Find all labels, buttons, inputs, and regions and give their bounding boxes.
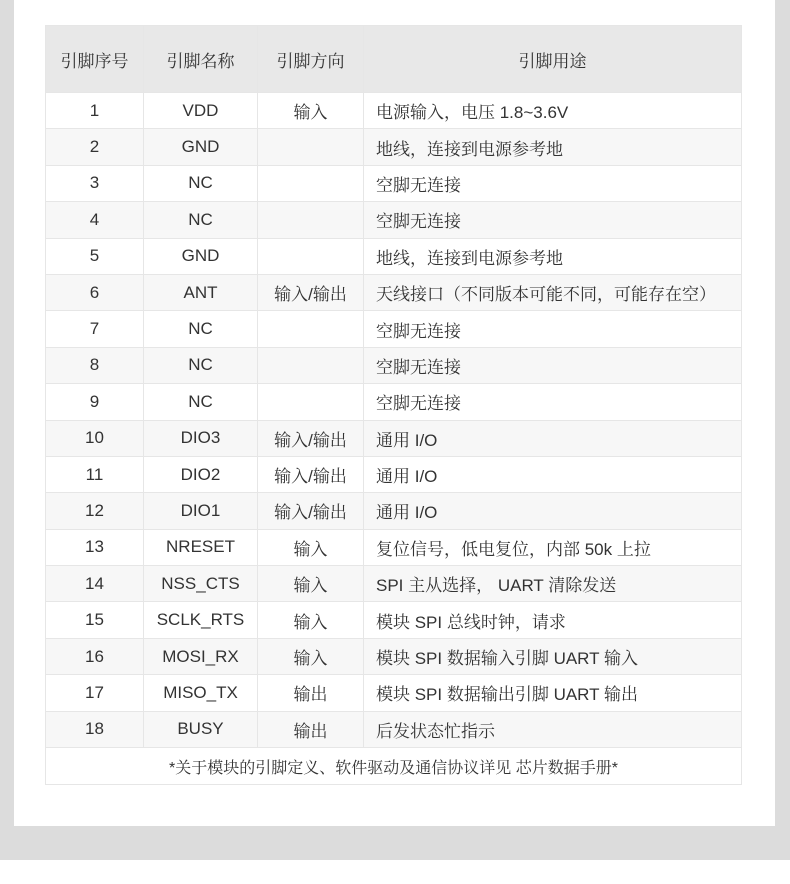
table-row: [46, 602, 742, 638]
pin-usage-cell: 通用 I/O: [364, 420, 742, 456]
pin-usage-cell: 地线，连接到电源参考地: [364, 238, 742, 274]
pin-number-cell: 12: [46, 493, 144, 529]
pin-name-cell: DIO2: [144, 456, 258, 492]
pin-usage-cell: 复位信号，低电复位，内部 50k 上拉: [364, 529, 742, 565]
pin-name-cell: NC: [144, 384, 258, 420]
pin-usage-cell: 电源输入，电压 1.8~3.6V: [364, 93, 742, 129]
pin-name-cell: NC: [144, 347, 258, 383]
pin-usage-cell: 通用 I/O: [364, 493, 742, 529]
pin-direction-cell: [258, 165, 364, 201]
footnote: *关于模块的引脚定义、软件驱动及通信协议详见 芯片数据手册*: [46, 748, 742, 785]
footnote-row: [46, 748, 742, 785]
pin-direction-cell: [258, 129, 364, 165]
table-row: [46, 529, 742, 565]
pin-name-cell: GND: [144, 129, 258, 165]
pin-number-cell: 9: [46, 384, 144, 420]
pin-number-cell: 2: [46, 129, 144, 165]
header-pin-usage: 引脚用途: [364, 26, 742, 93]
pin-number-cell: 11: [46, 456, 144, 492]
table-row: [46, 384, 742, 420]
pin-usage-cell: 模块 SPI 数据输出引脚 UART 输出: [364, 675, 742, 711]
pin-usage-cell: 地线，连接到电源参考地: [364, 129, 742, 165]
table-row: [46, 711, 742, 747]
pin-direction-cell: [258, 202, 364, 238]
pin-name-cell: GND: [144, 238, 258, 274]
table-row: [46, 165, 742, 201]
pin-number-cell: 10: [46, 420, 144, 456]
pin-name-cell: VDD: [144, 93, 258, 129]
table-row: [46, 202, 742, 238]
pin-usage-cell: 模块 SPI 数据输入引脚 UART 输入: [364, 638, 742, 674]
table-row: [46, 238, 742, 274]
pin-number-cell: 17: [46, 675, 144, 711]
pin-direction-cell: [258, 347, 364, 383]
pin-name-cell: NC: [144, 202, 258, 238]
pin-name-cell: MISO_TX: [144, 675, 258, 711]
pin-usage-cell: 通用 I/O: [364, 456, 742, 492]
pin-direction-cell: 输入/输出: [258, 274, 364, 310]
pin-number-cell: 5: [46, 238, 144, 274]
table-row: [46, 638, 742, 674]
pin-number-cell: 3: [46, 165, 144, 201]
pin-direction-cell: 输入/输出: [258, 493, 364, 529]
header-pin-name: 引脚名称: [144, 26, 258, 93]
pin-table: [45, 25, 742, 785]
pin-number-cell: 6: [46, 274, 144, 310]
pin-usage-cell: SPI 主从选择， UART 清除发送: [364, 566, 742, 602]
pin-number-cell: 14: [46, 566, 144, 602]
pin-direction-cell: 输入: [258, 566, 364, 602]
pin-name-cell: ANT: [144, 274, 258, 310]
pin-usage-cell: 天线接口（不同版本可能不同，可能存在空）: [364, 274, 742, 310]
pin-usage-cell: 后发状态忙指示: [364, 711, 742, 747]
pin-usage-cell: 空脚无连接: [364, 347, 742, 383]
pin-direction-cell: [258, 384, 364, 420]
pin-name-cell: NRESET: [144, 529, 258, 565]
pin-number-cell: 7: [46, 311, 144, 347]
pin-name-cell: BUSY: [144, 711, 258, 747]
pin-direction-cell: 输入/输出: [258, 420, 364, 456]
table-row: [46, 675, 742, 711]
pin-name-cell: DIO3: [144, 420, 258, 456]
pin-usage-cell: 空脚无连接: [364, 202, 742, 238]
pin-usage-cell: 空脚无连接: [364, 311, 742, 347]
pin-name-cell: NC: [144, 311, 258, 347]
table-row: [46, 129, 742, 165]
pin-number-cell: 13: [46, 529, 144, 565]
table-row: [46, 566, 742, 602]
pin-name-cell: MOSI_RX: [144, 638, 258, 674]
pin-usage-cell: 模块 SPI 总线时钟，请求: [364, 602, 742, 638]
pin-direction-cell: 输入: [258, 638, 364, 674]
pin-name-cell: DIO1: [144, 493, 258, 529]
pin-number-cell: 8: [46, 347, 144, 383]
pin-number-cell: 4: [46, 202, 144, 238]
table-row: [46, 311, 742, 347]
table-row: [46, 493, 742, 529]
pin-number-cell: 1: [46, 93, 144, 129]
table-row: [46, 456, 742, 492]
pin-direction-cell: 输出: [258, 711, 364, 747]
pin-name-cell: NC: [144, 165, 258, 201]
pin-number-cell: 16: [46, 638, 144, 674]
pin-number-cell: 18: [46, 711, 144, 747]
pin-direction-cell: [258, 311, 364, 347]
table-row: [46, 347, 742, 383]
table-row: [46, 420, 742, 456]
pin-direction-cell: 输入: [258, 602, 364, 638]
pin-direction-cell: 输入: [258, 93, 364, 129]
pin-usage-cell: 空脚无连接: [364, 165, 742, 201]
header-pin-direction: 引脚方向: [258, 26, 364, 93]
table-row: [46, 274, 742, 310]
pin-direction-cell: 输入: [258, 529, 364, 565]
pin-number-cell: 15: [46, 602, 144, 638]
pin-direction-cell: 输出: [258, 675, 364, 711]
pin-usage-cell: 空脚无连接: [364, 384, 742, 420]
pin-direction-cell: 输入/输出: [258, 456, 364, 492]
pin-name-cell: NSS_CTS: [144, 566, 258, 602]
table-row: [46, 93, 742, 129]
header-pin-number: 引脚序号: [46, 26, 144, 93]
pin-direction-cell: [258, 238, 364, 274]
pin-name-cell: SCLK_RTS: [144, 602, 258, 638]
header-row: [46, 26, 742, 93]
